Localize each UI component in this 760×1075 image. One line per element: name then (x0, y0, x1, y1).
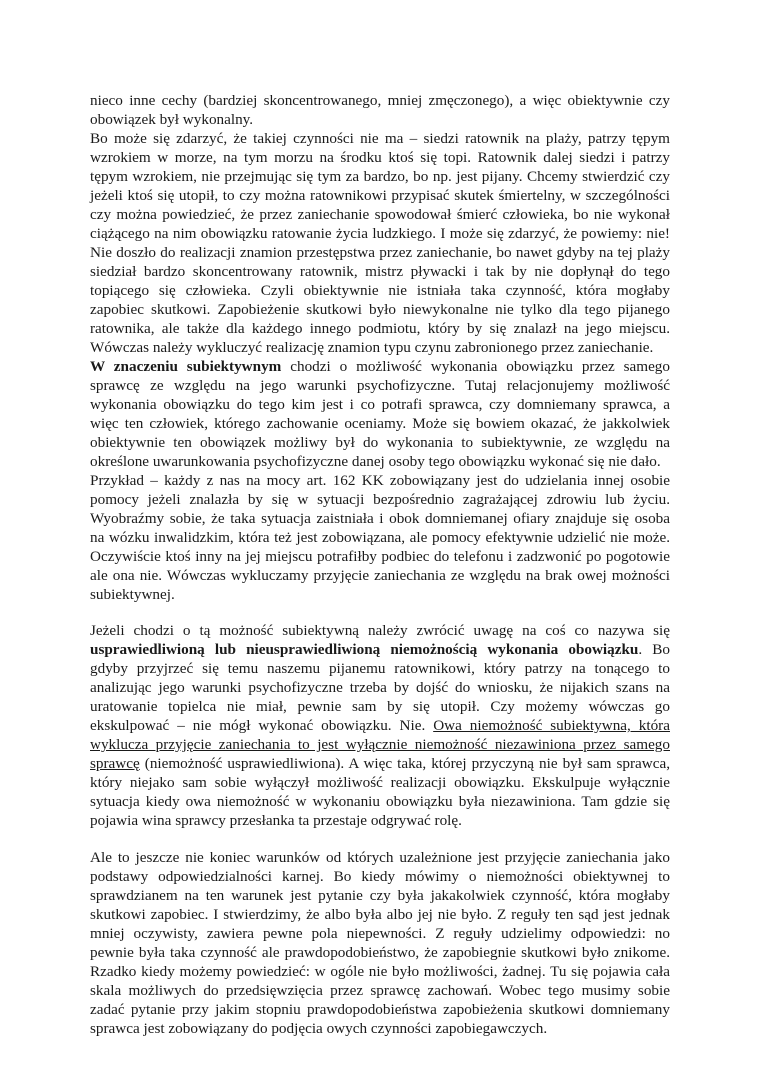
text-line: sprawdzianem na ten warunek jest pytanie czy była jakakolwiek czynność, która mogłaby (90, 887, 670, 904)
text-line: który niejako sam sobie wyłączył możliwość realizacji obowiązku. Ekskulpuje wyłącznie (90, 774, 670, 791)
text-line: pojawia wina sprawcy przesłanka ta przestaje odgrywać rolę. (90, 812, 462, 829)
text-line: sprawca jest zobowiązany do podjęcia owych czynności zapobiegawczych. (90, 1020, 548, 1037)
text-line: więc ten człowiek, którego zachowanie oceniamy. Może się bowiem okazać, że jakkolwiek (90, 415, 670, 432)
text-line: Bo może się zdarzyć, że takiej czynności nie ma – siedzi ratownik na plaży, patrzy tępym (90, 130, 670, 147)
text-line: sprawcę ze względu na jego warunki psychofizyczne. Tutaj relacjonujemy możliwość (90, 377, 670, 394)
text-line: Jeżeli chodzi o tą możność subiektywną należy zwrócić uwagę na coś co nazywa się (90, 622, 670, 639)
text-run: . Bo (638, 641, 670, 658)
bold-term: W znaczeniu subiektywnym (90, 358, 282, 375)
text-line (90, 357, 670, 376)
text-line: uratowanie topielca nie miał, pewnie sam by się utopił. Czy możemy wówczas go (90, 698, 670, 715)
text-run: (niemożność usprawiedliwiona). A więc taka, której przyczyną nie był sam sprawca, (139, 755, 670, 772)
underlined-text: Owa niemożność subiektywna, która (433, 717, 670, 734)
text-line: zapobiec skutkowi. Zapobieżenie skutkowi było niewykonalne nie tylko dla tego pijanego (90, 301, 670, 318)
text-line: podstawy odpowiedzialności karnej. Bo kiedy mówimy o niemożności obiektywnej to (90, 868, 670, 885)
text-line: skutkowi zapobiec. I stwierdzimy, że albo była albo jej nie było. Z reguły ten sąd jest jednak (90, 906, 670, 923)
text-line: siedział bardzo skoncentrowany ratownik, mistrz pływacki i tak by nie dopłynął do tego (90, 263, 670, 280)
text-line: Ale to jeszcze nie koniec warunków od których uzależnione jest przyjęcie zaniechania jako (90, 849, 670, 866)
text-line: pewnie była taka czynność ale prawdopodobieństwo, że zapobiegnie skutkowi było znikome. (90, 944, 670, 961)
text-line: pomocy jeżeli znalazła by się w sytuacji bezpośrednio zagrażającej zdrowiu lub życiu. (90, 491, 670, 508)
bold-term: usprawiedliwioną lub nieusprawiedliwioną niemożnością wykonania obowiązku (90, 641, 639, 658)
underlined-text: sprawcę (90, 755, 140, 772)
text-line: mniej oczywisty, zawiera pewne pola niepewności. Z reguły udzielimy odpowiedzi: no (90, 925, 670, 942)
text-line: ratownika, ale także dla każdego innego podmiotu, który by się znalazł na jego miejscu. (90, 320, 670, 337)
text-line: Wówczas należy wykluczyć realizację znamion typu czynu zabronionego przez zaniechanie. (90, 339, 654, 356)
text-line: Przykład – każdy z nas na mocy art. 162 KK zobowiązany jest do udzielania innej osobie (90, 472, 670, 489)
text-line: zadać pytanie przy jakim stopniu prawdopodobieństwa zapobieżenia skutkowi domniemany (90, 1001, 670, 1018)
text-line: skala możliwych do przedsięwzięcia przez sprawcę zachowań. Wobec tego musimy sobie (90, 982, 670, 999)
text-line: obowiązek był wykonalny. (90, 111, 254, 128)
text-line: tępym wzrokiem, nie przejmując się tym za bardzo, bo np. jest pijany. Chcemy stwierdzić czy (90, 168, 670, 185)
text-line (90, 640, 670, 659)
underlined-text-line: wyklucza przyjęcie zaniechania to jest wyłącznie niemożność niezawiniona przez samego (90, 736, 670, 753)
text-line (90, 716, 670, 735)
text-line: Oczywiście ktoś inny na jej miejscu potrafiłby podbiec do telefonu i zadzwonić po pogotowie (90, 548, 670, 565)
text-line: określone uwarunkowania psychofizyczne danej osoby tego obowiązku wykonać się nie dało. (90, 453, 661, 470)
text-line: czy można powiedzieć, że przez zaniechanie spowodował śmierć człowieka, bo nie wykonał (90, 206, 670, 223)
text-line: analizując jego warunki psychofizyczne trzeba by dojść do wniosku, że nijakich szans na (90, 679, 670, 696)
text-line: subiektywnej. (90, 586, 175, 603)
text-line: ale ona nie. Wówczas wykluczamy przyjęcie zaniechania ze względu na brak owej możności (90, 567, 670, 584)
text-line: Nie doszło do realizacji znamion przestępstwa przez zaniechanie, bo nawet gdyby na tej plaży (90, 244, 670, 261)
text-line: na wózku inwalidzkim, która też jest zobowiązana, ale pomocy efektywnie udzielić nie może. (90, 529, 670, 546)
text-line: wykonania obowiązku do tego kim jest i co potrafi sprawca, czy domniemany sprawca, a (90, 396, 670, 413)
text-line: wzrokiem w morze, na tym morzu na środku ktoś się topi. Ratownik dalej siedzi i patrzy (90, 149, 670, 166)
text-line: gdyby przyjrzeć się temu naszemu pijanemu ratownikowi, który patrzy na tonącego to (90, 660, 670, 677)
text-line: ciążącego na nim obowiązku ratowanie życia ludzkiego. I może się zdarzyć, że powiemy: nie! (90, 225, 670, 242)
text-run: chodzi o możliwość wykonania obowiązku przez samego (281, 358, 670, 375)
text-line (90, 754, 670, 773)
text-line: Wyobraźmy sobie, że taka sytuacja zaistniała i obok domniemanej ofiary znajduje się osoba (90, 510, 670, 527)
text-line: obiektywnie ten obowiązek możliwy był do wykonania to subiektywnie, ze względu na (90, 434, 670, 451)
text-run: ekskulpować – nie mógł wykonać obowiązku. Nie. (90, 717, 434, 734)
text-line: nieco inne cechy (bardziej skoncentrowanego, mniej zmęczonego), a więc obiektywnie czy (90, 92, 670, 109)
text-line: Rzadko kiedy możemy powiedzieć: w ogóle nie było możliwości, żadnej. Tu się pojawia cała (90, 963, 670, 980)
text-line: jeżeli ktoś się utopił, to czy można ratownikowi przypisać skutek śmiertelny, w szczególności (90, 187, 670, 204)
text-line: sytuacja kiedy owa niemożność w wykonaniu obowiązku była niezawiniona. Tam gdzie się (90, 793, 670, 810)
text-line: topiącego się człowieka. Czyli obiektywnie nie istniała taka czynność, która mogłaby (90, 282, 670, 299)
